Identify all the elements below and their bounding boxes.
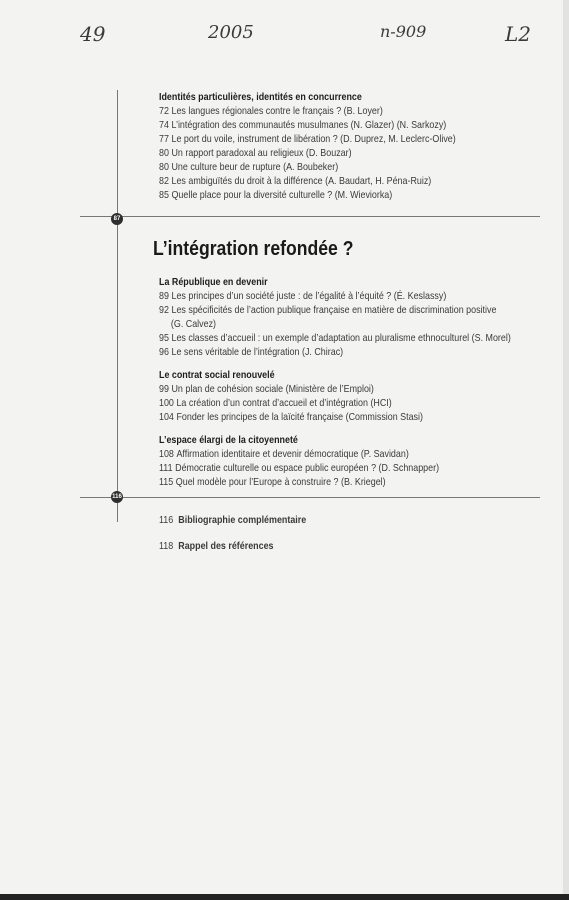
- toc-entry: [159, 303, 499, 317]
- handwritten-note: n-909: [380, 22, 427, 41]
- toc-entry: [159, 461, 499, 475]
- entry-title: Un plan de cohésion sociale (Ministère de l’Emploi): [171, 383, 374, 395]
- handwritten-note: 2005: [208, 22, 254, 43]
- entry-title: Une culture beur de rupture (A. Boubeker): [171, 161, 339, 173]
- entry-title: Un rapport paradoxal au religieux (D. Bouzar): [171, 147, 352, 159]
- entry-title: L’intégration des communautés musulmanes (N. Glazer) (N. Sarkozy): [171, 119, 447, 131]
- entry-title: Les principes d’un société juste : de l’égalité à l’équité ? (É. Keslassy): [171, 290, 447, 302]
- toc-entry: [159, 410, 499, 424]
- entry-title: Fonder les principes de la laïcité française (Commission Stasi): [176, 411, 423, 423]
- scan-border: [0, 894, 569, 900]
- toc-entry: [159, 289, 499, 303]
- entry-title: La création d’un contrat d’accueil et d’intégration (HCI): [176, 397, 392, 409]
- page-number: 96: [159, 346, 169, 358]
- toc-entry: [159, 331, 511, 345]
- page-number: 80: [159, 147, 169, 159]
- chapter-title: L’intégration refondée ?: [153, 238, 354, 260]
- toc-entry: [159, 132, 499, 146]
- entry-title: Démocratie culturelle ou espace public européen ? (D. Schnapper): [175, 462, 440, 474]
- scan-edge: [563, 0, 569, 900]
- page-number: 85: [159, 189, 169, 201]
- page-number: 80: [159, 161, 169, 173]
- toc-entry: [159, 160, 499, 174]
- section-heading: Identités particulières, identités en concurrence: [159, 91, 362, 103]
- entry-title: Quel modèle pour l’Europe à construire ? (B. Kriegel): [175, 476, 386, 488]
- entry-title: Les langues régionales contre le français ? (B. Loyer): [171, 105, 383, 117]
- page-number: 77: [159, 133, 169, 145]
- toc-entry: [159, 475, 499, 489]
- toc-entry: [159, 146, 499, 160]
- table-of-contents: [153, 90, 559, 553]
- handwritten-note: 49: [80, 22, 106, 46]
- entry-title: Bibliographie complémentaire: [178, 514, 307, 526]
- toc-entry: [159, 345, 499, 359]
- toc-entry-references: [159, 539, 499, 553]
- entry-title: Les spécificités de l’action publique française en matière de discrimination positive: [171, 304, 497, 316]
- section-heading: La République en devenir: [159, 276, 268, 288]
- page-number: 100: [159, 397, 174, 409]
- page-number: 108: [159, 448, 174, 460]
- toc-entry: [159, 174, 499, 188]
- handwritten-note: L2: [505, 22, 532, 46]
- toc-entry: [159, 188, 499, 202]
- margin-rule: [117, 90, 118, 522]
- page-number: 92: [159, 304, 169, 316]
- page-number: 74: [159, 119, 169, 131]
- page-number: 95: [159, 332, 169, 344]
- page-number: 115: [159, 476, 174, 488]
- entry-continuation: (G. Calvez): [170, 318, 217, 330]
- toc-entry: [159, 104, 499, 118]
- toc-entry: [159, 382, 499, 396]
- entry-title: Affirmation identitaire et devenir démocratique (P. Savidan): [176, 448, 409, 460]
- entry-title: Rappel des références: [178, 540, 274, 552]
- entry-title: Le sens véritable de l’intégration (J. Chirac): [171, 346, 344, 358]
- page-number: 111: [159, 462, 173, 474]
- page-marker-badge: 87: [111, 213, 123, 225]
- section-heading: Le contrat social renouvelé: [159, 369, 275, 381]
- page-number: 104: [159, 411, 174, 423]
- toc-entry-bibliography: [159, 513, 499, 527]
- toc-entry: [159, 118, 499, 132]
- page-number: 116: [159, 514, 174, 526]
- entry-title: Le port du voile, instrument de libération ? (D. Duprez, M. Leclerc-Olive): [171, 133, 456, 145]
- page-number: 72: [159, 105, 169, 117]
- toc-entry: [159, 447, 499, 461]
- section-heading: L’espace élargi de la citoyenneté: [159, 434, 298, 446]
- page-number: 99: [159, 383, 169, 395]
- page-number: 118: [159, 540, 174, 552]
- entry-title: Quelle place pour la diversité culturelle ? (M. Wieviorka): [171, 189, 393, 201]
- page-marker-badge: 116: [111, 491, 123, 503]
- page-number: 82: [159, 175, 169, 187]
- toc-entry: [159, 396, 499, 410]
- page-number: 89: [159, 290, 169, 302]
- entry-title: Les classes d’accueil : un exemple d’adaptation au pluralisme ethnoculturel (S. Morel): [171, 332, 511, 344]
- entry-title: Les ambiguïtés du droit à la différence (A. Baudart, H. Péna-Ruiz): [171, 175, 432, 187]
